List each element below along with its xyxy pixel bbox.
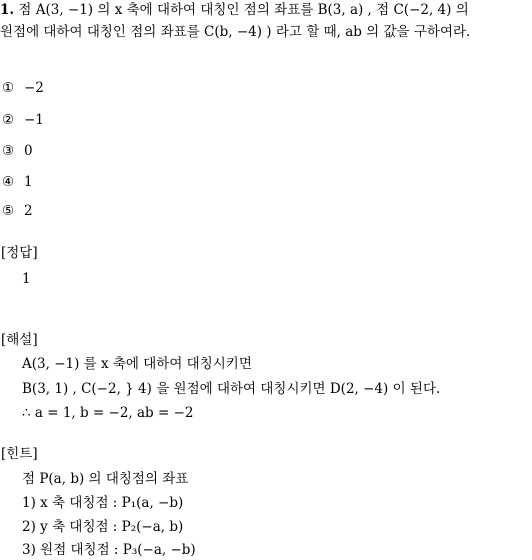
choice-5-value: 2 [24,203,33,219]
hint-line-4: 3) 원점 대칭점 : P₃(−a, −b) [22,542,196,558]
explanation-heading: [해설] [1,332,38,348]
choice-4-value: 1 [24,174,33,190]
choice-1[interactable] [2,79,44,97]
choice-2[interactable] [2,111,44,129]
explanation-line-2: B(3, 1) , C(−2, } 4) 을 원점에 대하여 대칭시키면 D(2, −4) 이 된다. [22,381,441,397]
hint-line-3: 2) y 축 대칭점 : P₂(−a, b) [22,519,184,535]
choice-3[interactable] [2,142,33,160]
choice-2-mark: ② [2,112,15,128]
question-line-2 [0,23,470,41]
choice-2-value: −1 [24,112,44,128]
choice-3-value: 0 [24,143,33,159]
answer-value: 1 [22,271,31,287]
choice-4-mark: ④ [2,174,15,190]
choice-1-value: −2 [24,80,44,96]
choice-5-mark: ⑤ [2,203,15,219]
hint-heading: [힌트] [1,446,38,462]
answer-heading: [정답] [1,245,38,261]
explanation-line-3: ∴ a = 1, b = −2, ab = −2 [22,405,194,421]
hint-line-1: 점 P(a, b) 의 대칭점의 좌표 [22,471,189,487]
choice-3-mark: ③ [2,143,15,159]
question-text-1: 점 A(3, −1) 의 x 축에 대하여 대칭인 점의 좌표를 B(3, a) , 점 C(−2, 4) 의 [18,2,469,18]
question-number: 1. [0,2,15,18]
question-text-2: 원점에 대하여 대칭인 점의 좌표를 C(b, −4) ) 라고 할 때, ab 의 값을 구하여라. [0,24,471,40]
explanation-line-1: A(3, −1) 를 x 축에 대하여 대칭시키면 [22,356,252,372]
choice-1-mark: ① [2,80,15,96]
hint-line-2: 1) x 축 대칭점 : P₁(a, −b) [22,495,184,511]
choice-4[interactable] [2,173,33,191]
choice-5[interactable] [2,202,33,220]
question-line-1 [0,1,469,19]
